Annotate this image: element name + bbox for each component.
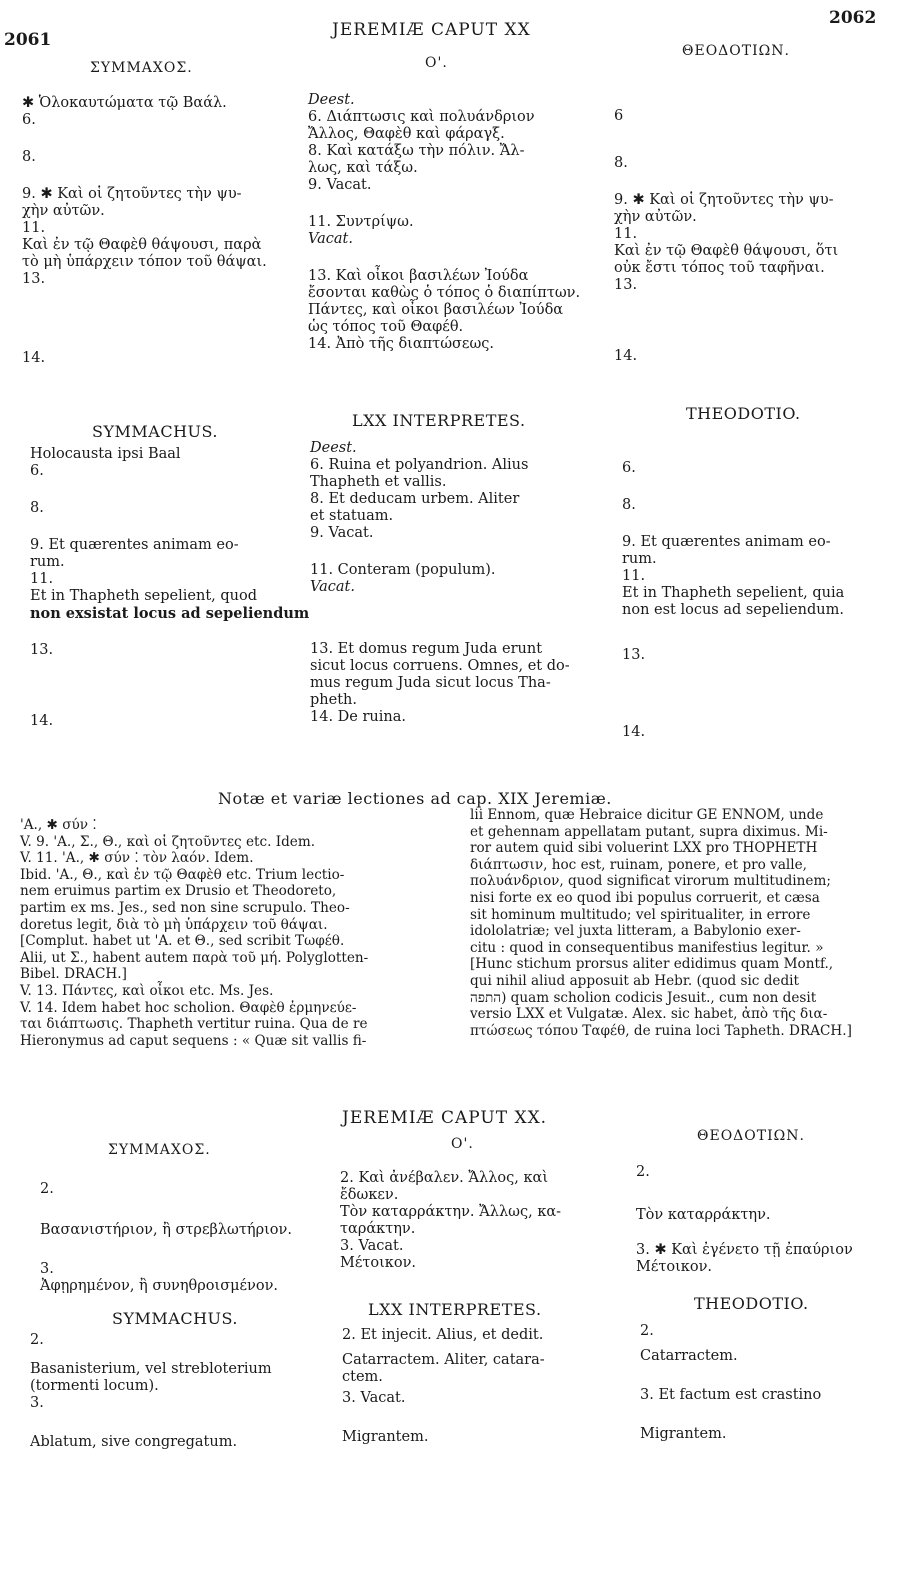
text-line: χὴν αὐτῶν. xyxy=(614,209,697,225)
page-number-right: 2062 xyxy=(829,8,877,28)
text-line: 3. Vacat. xyxy=(342,1390,406,1406)
text-line: 3. ✱ Καὶ ἐγένετο τῇ ἐπαύριον xyxy=(636,1242,853,1258)
text-line: Catarractem. xyxy=(640,1348,738,1364)
text-line: Καὶ ἐν τῷ Θαφὲθ θάψουσι, παρὰ xyxy=(22,237,262,253)
text-line: οὐκ ἔστι τόπος τοῦ ταφῆναι. xyxy=(614,260,825,276)
section1-symmachus-latin xyxy=(30,446,308,730)
text-line: mus regum Juda sicut locus Tha- xyxy=(310,675,551,691)
section1-lxx-latin-head: LXX INTERPRETES. xyxy=(352,411,526,430)
note-line: V. 13. Πάντες, καὶ οἶκοι etc. Ms. Jes. xyxy=(20,982,274,999)
section1-symmachus-latin-head: SYMMACHUS. xyxy=(92,422,218,441)
text-line: 2. xyxy=(640,1323,654,1339)
section2-theodotio-latin xyxy=(640,1323,905,1443)
section2-theodotion-head: ΘΕΟΔΟΤΙΩΝ. xyxy=(697,1128,805,1144)
note-line: et gehennam appellatam putant, supra diximus. Mi- xyxy=(470,823,828,840)
section1-lxx-latin xyxy=(310,440,602,726)
note-line: V. 9. 'A., Σ., Θ., καὶ οἱ ζητοῦντες etc. Idem. xyxy=(20,833,316,850)
notes-right-column xyxy=(470,807,900,1039)
text-line: Vacat. xyxy=(308,231,353,247)
text-line: 14. Ἀπὸ τῆς διαπτώσεως. xyxy=(308,336,494,352)
section2-symmachus-latin-head: SYMMACHUS. xyxy=(112,1309,238,1328)
section2-lxx-latin-head: LXX INTERPRETES. xyxy=(368,1300,542,1319)
text-line: 9. ✱ Καὶ οἱ ζητοῦντες τὴν ψυ- xyxy=(614,192,834,208)
text-line: 9. Et quærentes animam eo- xyxy=(30,537,239,553)
text-line: 8. Et deducam urbem. Aliter xyxy=(310,491,520,507)
text-line: ἔδωκεν. xyxy=(340,1187,399,1203)
note-line: Bibel. DRACH.] xyxy=(20,966,127,983)
text-line: 13. Καὶ οἶκοι βασιλέων Ἰούδα xyxy=(308,268,529,284)
text-line: 3. Et factum est crastino xyxy=(640,1387,822,1403)
text-line: Migrantem. xyxy=(640,1426,727,1442)
note-line: partim ex ms. Jes., sed non sine scrupulo. Theo- xyxy=(20,899,350,916)
text-line: λως, καὶ τάξω. xyxy=(308,160,418,176)
text-line: (tormenti locum). xyxy=(30,1378,159,1394)
text-line: ✱ Ὁλοκαυτώματα τῷ Βαάλ. xyxy=(22,95,227,111)
text-line: 13. xyxy=(622,647,646,663)
note-line: V. 11. 'A., ✱ σύν ⁚ τὸν λαόν. Idem. xyxy=(20,850,254,867)
note-line: πτώσεως τόπου Ταφέθ, de ruina loci Tapheth. DRACH.] xyxy=(470,1022,852,1039)
note-line: versio LXX et Vulgatæ. Alex. sic habet, ἀπὸ τῆς δια- xyxy=(470,1006,828,1023)
text-line: 11. Συντρίψω. xyxy=(308,214,414,230)
text-line: Βασανιστήριον, ἢ στρεβλωτήριον. xyxy=(40,1222,292,1238)
text-line: Deest. xyxy=(310,440,357,456)
text-line: non exsistat locus ad sepeliendum xyxy=(30,605,310,622)
note-line: V. 14. Idem habet hoc scholion. Θαφὲθ ἑρμηνεύε- xyxy=(20,999,357,1016)
text-line: 3. xyxy=(30,1395,44,1411)
text-line: Et in Thapheth sepelient, quia xyxy=(622,585,845,601)
text-line: 14. xyxy=(622,724,646,740)
text-line: 6. xyxy=(30,463,44,479)
text-line: 9. ✱ Καὶ οἱ ζητοῦντες τὴν ψυ- xyxy=(22,186,242,202)
note-line: qui nihil aliud apposuit ab Hebr. (quod sic dedit xyxy=(470,972,799,989)
section2-lxx-latin xyxy=(342,1327,604,1446)
section1-lxx-head: Ο'. xyxy=(425,55,448,71)
note-line: Hieronymus ad caput sequens : « Quæ sit vallis fi- xyxy=(20,1032,367,1049)
section2-symmachus-latin xyxy=(30,1332,310,1451)
text-line: Ἀφῃρημένον, ἢ συνηθροισμένον. xyxy=(40,1278,279,1294)
text-line: 9. Vacat. xyxy=(310,525,374,541)
text-line: χὴν αὐτῶν. xyxy=(22,203,105,219)
note-line: διάπτωσιν, hoc est, ruinam, ponere, et pro valle, xyxy=(470,856,807,873)
text-line: 14. xyxy=(30,713,54,729)
section2-lxx-head: Ο'. xyxy=(451,1136,474,1152)
text-line: Et in Thapheth sepelient, quod xyxy=(30,588,257,604)
text-line: 13. xyxy=(614,277,638,293)
text-line: 8. xyxy=(622,497,636,513)
note-line: nisi forte ex eo quod ibi populus corruerit, et cæsa xyxy=(470,889,820,906)
note-line: doretus legit, διὰ τὸ μὴ ὑπάρχειν τοῦ θάψαι. xyxy=(20,916,328,933)
text-line: Τὸν καταρράκτην. Ἄλλως, κα- xyxy=(340,1204,562,1220)
text-line: τὸ μὴ ὑπάρχειν τόπον τοῦ θάψαι. xyxy=(22,254,267,270)
section2-theodotio-latin-head: THEODOTIO. xyxy=(694,1294,809,1313)
text-line: 11. xyxy=(30,571,54,587)
section1-lxx-greek xyxy=(308,92,600,353)
text-line: 8. xyxy=(614,155,628,171)
note-line: 'A., ✱ σύν ⁚ xyxy=(20,817,97,833)
text-line: 13. xyxy=(30,642,54,658)
text-line: 6. Διάπτωσις καὶ πολυάνδριον xyxy=(308,109,535,125)
text-line: 13. xyxy=(22,271,46,287)
text-line: rum. xyxy=(30,554,65,570)
section1-theodotio-latin-head: THEODOTIO. xyxy=(686,404,801,423)
text-line: Vacat. xyxy=(310,579,355,595)
text-line: 8. Καὶ κατάξω τὴν πόλιν. Ἄλ- xyxy=(308,143,525,159)
text-line: 2. xyxy=(30,1332,44,1348)
note-line: lii Ennom, quæ Hebraice dicitur GE ENNOM, unde xyxy=(470,807,824,823)
note-line: Ibid. 'A., Θ., καὶ ἐν τῷ Θαφὲθ etc. Trium lectio- xyxy=(20,866,345,883)
section1-title: JEREMIÆ CAPUT XX xyxy=(332,20,531,40)
text-line: 2. Et injecit. Alius, et dedit. xyxy=(342,1327,544,1343)
text-line: 14. De ruina. xyxy=(310,709,406,725)
text-line: 6. xyxy=(622,460,636,476)
text-line: 2. xyxy=(40,1181,54,1197)
text-line: 11. xyxy=(614,226,638,242)
section1-theodotion-greek xyxy=(614,108,904,365)
text-line: 3. xyxy=(40,1261,54,1277)
notes-title: Notæ et variæ lectiones ad cap. XIX Jeremiæ. xyxy=(218,789,612,808)
text-line: 11. xyxy=(22,220,46,236)
text-line: Καὶ ἐν τῷ Θαφὲθ θάψουσι, ὅτι xyxy=(614,243,839,259)
text-line: 8. xyxy=(30,500,44,516)
text-line: Thapheth et vallis. xyxy=(310,474,447,490)
text-line: 9. Et quærentes animam eo- xyxy=(622,534,831,550)
text-line: Holocausta ipsi Baal xyxy=(30,446,181,462)
section2-lxx-greek xyxy=(340,1170,605,1272)
text-line: Μέτοικον. xyxy=(340,1255,417,1271)
note-line: nem eruimus partim ex Drusio et Theodoreto, xyxy=(20,883,337,900)
text-line: Ἄλλος, Θαφὲθ καὶ φάραγξ. xyxy=(308,126,505,142)
note-line: idololatriæ; vel juxta litteram, a Babylonio exer- xyxy=(470,923,801,940)
text-line: Μέτοικον. xyxy=(636,1259,713,1275)
text-line: Catarractem. Aliter, catara- xyxy=(342,1352,545,1368)
text-line: Πάντες, καὶ οἶκοι βασιλέων Ἰούδα xyxy=(308,302,564,318)
text-line: 3. Vacat. xyxy=(340,1238,404,1254)
section1-symmachus-greek xyxy=(22,95,307,367)
section2-theodotion-greek xyxy=(636,1164,906,1276)
text-line: Τὸν καταρράκτην. xyxy=(636,1207,771,1223)
text-line: rum. xyxy=(622,551,657,567)
note-line: ται διάπτωσις. Thapheth vertitur ruina. Qua de re xyxy=(20,1016,368,1033)
text-line: pheth. xyxy=(310,692,357,708)
note-line: sit hominum multitudo; vel spiritualiter, in errore xyxy=(470,906,811,923)
text-line: ctem. xyxy=(342,1369,383,1385)
text-line: 2. Καὶ ἀνέβαλεν. Ἄλλος, καὶ xyxy=(340,1170,549,1186)
note-line: התפה) quam scholion codicis Jesuit., cum non desit xyxy=(470,989,817,1006)
text-line: 2. xyxy=(636,1164,650,1180)
text-line: Deest. xyxy=(308,92,355,108)
text-line: ὡς τόπος τοῦ Θαφέθ. xyxy=(308,319,464,335)
text-line: non est locus ad sepeliendum. xyxy=(622,602,844,618)
note-line: ror autem quid sibi voluerint LXX pro THOPHETH xyxy=(470,840,818,857)
section1-theodotio-latin xyxy=(622,460,907,741)
note-line: [Complut. habet ut 'A. et Θ., sed scribit Τωφέθ. xyxy=(20,933,345,950)
text-line: 6 xyxy=(614,108,624,124)
text-line: 9. Vacat. xyxy=(308,177,372,193)
text-line: 14. xyxy=(22,350,46,366)
text-line: Basanisterium, vel strebloterium xyxy=(30,1361,272,1377)
section2-symmachus-head: ΣΥΜΜΑΧΟΣ. xyxy=(108,1142,211,1158)
note-line: πολυάνδριον, quod significat virorum multitudinem; xyxy=(470,873,831,890)
note-line: [Hunc stichum prorsus aliter edidimus quam Montf., xyxy=(470,956,834,973)
text-line: 8. xyxy=(22,149,36,165)
note-line: citu : quod in consequentibus manifestius legitur. » xyxy=(470,939,824,956)
notes-left-column xyxy=(20,817,460,1049)
text-line: 13. Et domus regum Juda erunt xyxy=(310,641,543,657)
section2-symmachus-greek xyxy=(40,1181,310,1295)
section2-title: JEREMIÆ CAPUT XX. xyxy=(342,1108,548,1128)
note-line: Alii, ut Σ., habent autem παρὰ τοῦ μή. Polyglotten- xyxy=(20,949,369,966)
section1-theodotion-head: ΘΕΟΔΟΤΙΩΝ. xyxy=(682,43,790,59)
text-line: 11. Conteram (populum). xyxy=(310,562,496,578)
text-line: 6. Ruina et polyandrion. Alius xyxy=(310,457,529,473)
text-line: 14. xyxy=(614,348,638,364)
text-line: ἔσονται καθὼς ὁ τόπος ὁ διαπίπτων. xyxy=(308,285,581,301)
text-line: sicut locus corruens. Omnes, et do- xyxy=(310,658,570,674)
page-number-left: 2061 xyxy=(4,30,52,50)
text-line: Ablatum, sive congregatum. xyxy=(30,1434,238,1450)
text-line: et statuam. xyxy=(310,508,394,524)
text-line: Migrantem. xyxy=(342,1429,429,1445)
text-line: 6. xyxy=(22,112,36,128)
text-line: 11. xyxy=(622,568,646,584)
text-line: ταράκτην. xyxy=(340,1221,416,1237)
section1-symmachus-head: ΣΥΜΜΑΧΟΣ. xyxy=(90,60,193,76)
